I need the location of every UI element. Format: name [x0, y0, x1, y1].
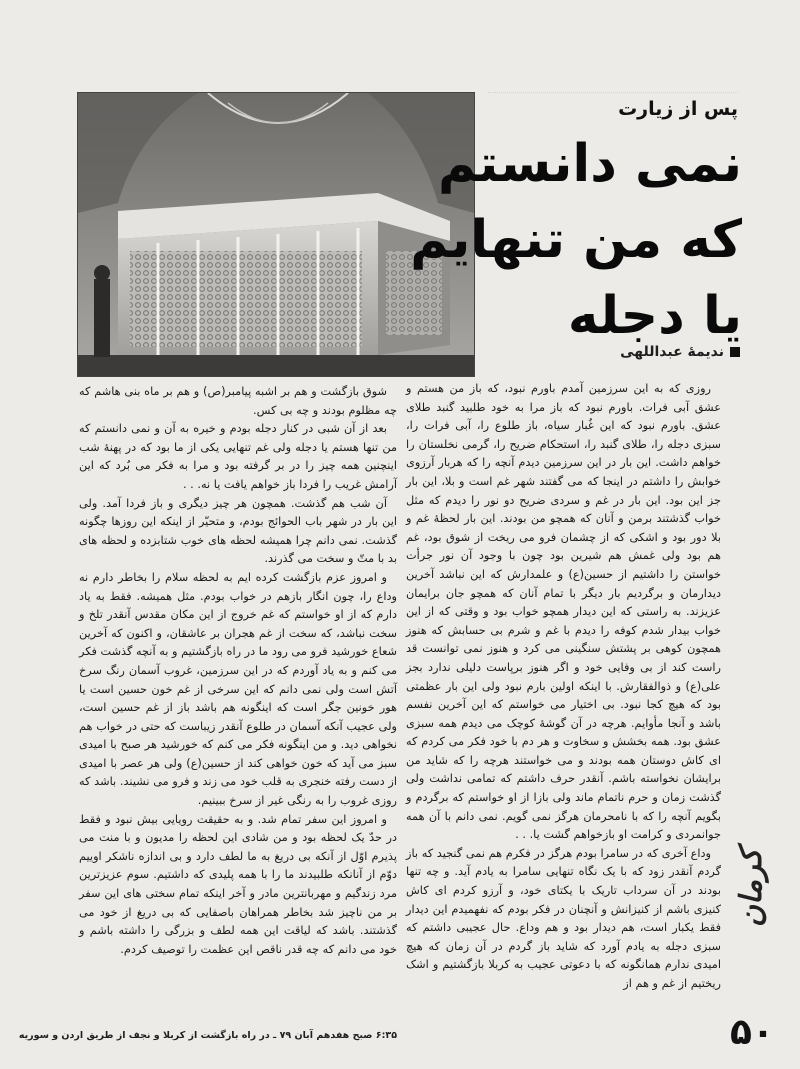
magazine-logo: [726, 848, 782, 1010]
paragraph: آن شب هم گذشت. همچون هر چیز دیگری و باز فردا آمد. ولی این بار در شهر باب الحوائج بودم، و متحیّر از اینکه این روزها چگونه گذشت. نمی دانم چرا همیشه لحظه های خوب شتابزده و لحظه های بد با متّ و سخت می گذرند.: [79, 496, 397, 566]
headline-line-1: نمی دانستم: [437, 134, 742, 194]
headline-line-2: که من تنهایم: [410, 210, 742, 270]
paragraph: و امروز عزم بازگشت کرده ایم به لحظه سلام را بخاطر دارم نه وداع را، چون انگار بازهم در خواب بودم. مثل همیشه. فقط به یاد دارم که از او خواستم که غم خروج از این مکان مقدس آنقدر تلخ و سخت نباشد، که سخت از غم هجران بر عاشقان، و اکنون که آخرین شعاع خورشید فرو می رود ما در راه بازگشتیم و به آنچه گذشت فکر می کنم و به یاد آوردم که در این سرزمین، غروب آسمان رنگ سرخ آتش است ولی نمی دانم که این سرخی از غم خون حسین است یا هور خونین جگر است که اینگونه هم باشد باز از غم حسین است، ولی عجیب آنکه آسمان در طلوع آنقدر زیباست که حتی در خواب هم نخواهی دید. و من اینگونه فکر می کنم که خورشید هر صبح با امیدی سبز می آید که خون خواهی کند از حسین(ع) ولی هر عصر با امیدی از دست رفته خنجری به قلب خود می زند و فرو می نشیند. باشد که روزی غروب را به رنگی غیر از سرخ ببینیم.: [79, 570, 397, 808]
author-byline: [510, 344, 740, 360]
page-number: ۵۰: [730, 1012, 774, 1053]
paragraph: شوق بازگشت و هم بر اشبه پیامبر(ص) و هم بر ماه بنی هاشم که چه مظلوم بودند و چه بی کس.: [79, 385, 397, 417]
body-column-right: [406, 380, 721, 994]
byline-square-icon: [730, 347, 740, 357]
article-kicker: پس از زیارت: [618, 98, 738, 120]
paragraph: و امروز این سفر تمام شد. و به حقیقت رویایی بیش نبود و فقط در حدّ یک لحظه بود و من شادی این لحظه را مدیون و با منت می پذیرم اوّل از آنکه بی دریغ به ما لطف دارد و بی اندازه ناشکر اوییم دوّم از آنانکه طلبیدند ما را با همه پلیدی که داشتیم. سوم عزیزترین مرد زندگیم و مهربانترین مادر و آخر اینکه تمام سختی های این سفر بر من ناچیز شد بخاطر همراهان باصفایی که بی دریغ از خود می گذشتند. باشد که لیاقت این همه لطف و بزرگی را داشته باشم و خود می دانم که چه قدر ناقص این عظمت را توصیف کردم.: [79, 812, 397, 956]
article-headline: [410, 126, 742, 354]
paragraph: وداع آخری که در سامرا بودم هرگز در فکرم هم نمی گنجید که باز گردم آنقدر زود که با یک نگاه تنهایی سامرا به یادم آید. و چه تنها بودند در آن سرداب تاریک با یکتای خود، و آرزو کردم ای کاش کنیزی باشم از کنیزانش و آنچنان در فکر بودم که نفهمیدم این دیدار فقط یکبار است، هم دیدار بود و هم وداع. حال عجیبی داشتم که سبزی دجله به یادم آورد که شاید باز گردم در آن زمان که هیچ امیدی ندارم همانگونه که با دعوتی عجیب به کربلا بازگشتیم و اشک ریختیم از غم و هم از: [406, 846, 721, 990]
magazine-logo-text: کرمان: [734, 848, 769, 928]
paragraph: بعد از آن شبی در کنار دجله بودم و خیره به آن و نمی دانستم که من تنها هستم یا دجله ولی غم تنهایی یکی از ما بود که در پهنهٔ شب اینچنین همه چیز را در بر گرفته بود و مرا به فکر می بُرد که این آرامش غریب را فردا باز خواهم یافت یا نه. . .: [79, 422, 397, 491]
body-column-left: [79, 383, 397, 959]
author-name: ندیمهٔ عبداللهی: [620, 344, 724, 360]
paragraph: روزی که به این سرزمین آمدم باورم نبود، که باز من هستم و عشق آبی فرات. باورم نبود که باز مرا به خود طلبید گنبد طلای عشق. باورم نبود که این غُبار سیاه، باز طلوع را، آبی فرات را، سبزی دجله را، طلای گنبد را، استحکام ضریح را، گرمی نخلستان را خواهم داشت. این بار در این سرزمین دیدم آنچه را که هربار آرزوی خوابش را داشتم در اینجا که می گفتند شهر غم است و بلا، این بار جز این بود. این بار در غم و سردی ضریح دو نور را دیدم که مثل خواب گذشتند برمن و آنان که همچو من بودند. این بار لحظهٔ غم و بلا دور بود و اشکی که از چشمان فرو می ریخت از شوق بود، غم هم بود ولی غمش هم شیرین بود چون با وجود آن نور جرأت خواستن را داشتیم از حسین(ع) و علمدارش که این نباشد آخرین دیدارمان و برگردیم بار دیگر با تمام آنان که همچو جان برایمان عزیزند. به راستی که این دیدار همچو خواب بود و وقتی که از این خواب بیدار شدم کوفه را دیدم با غم و شرم بی حسابش که هنوز همچون کوهی بر پشتش سنگینی می کرد و هنوز نمی توانست قد راست کند از بی وفایی خود و اگر هنوز برپاست دلیلی ندارد بجز علی(ع) و ذوالفقارش. با اینکه اولین بارم نبود ولی این بار عظمتی بود که هیچ کجا نبود. بی اختیار می خواستم که این آخرین نفسم باشد و آنجا مأوایم. هرچه در آن گوشهٔ کوچک می دیدم همه سبزی عشق بود. همه بخشش و سخاوت و هر دم با خود فکر می کردم که ای کاش دوستان همه بودند و می خواستند هرچه را که شاید من برایشان نخواسته باشم. آنقدر حرف داشتم که تمامی نداشت ولی گذشت زمان و حرم ناتمام ماند ولی بازا از او خواستم که برگردم و بگویم آنچه را که با نامحرمان هرگز نمی گویم. نمی دانم با آن همه جوانمردی و کرامت او بازخواهم گشت یا. . .: [406, 382, 721, 842]
headline-line-3: یا دجله: [567, 286, 742, 346]
date-place-caption: ۶:۳۵ صبح هفدهم آبان ۷۹ ـ در راه بازگشت از کربلا و نجف از طریق اردن و سوریه: [18, 1030, 397, 1041]
